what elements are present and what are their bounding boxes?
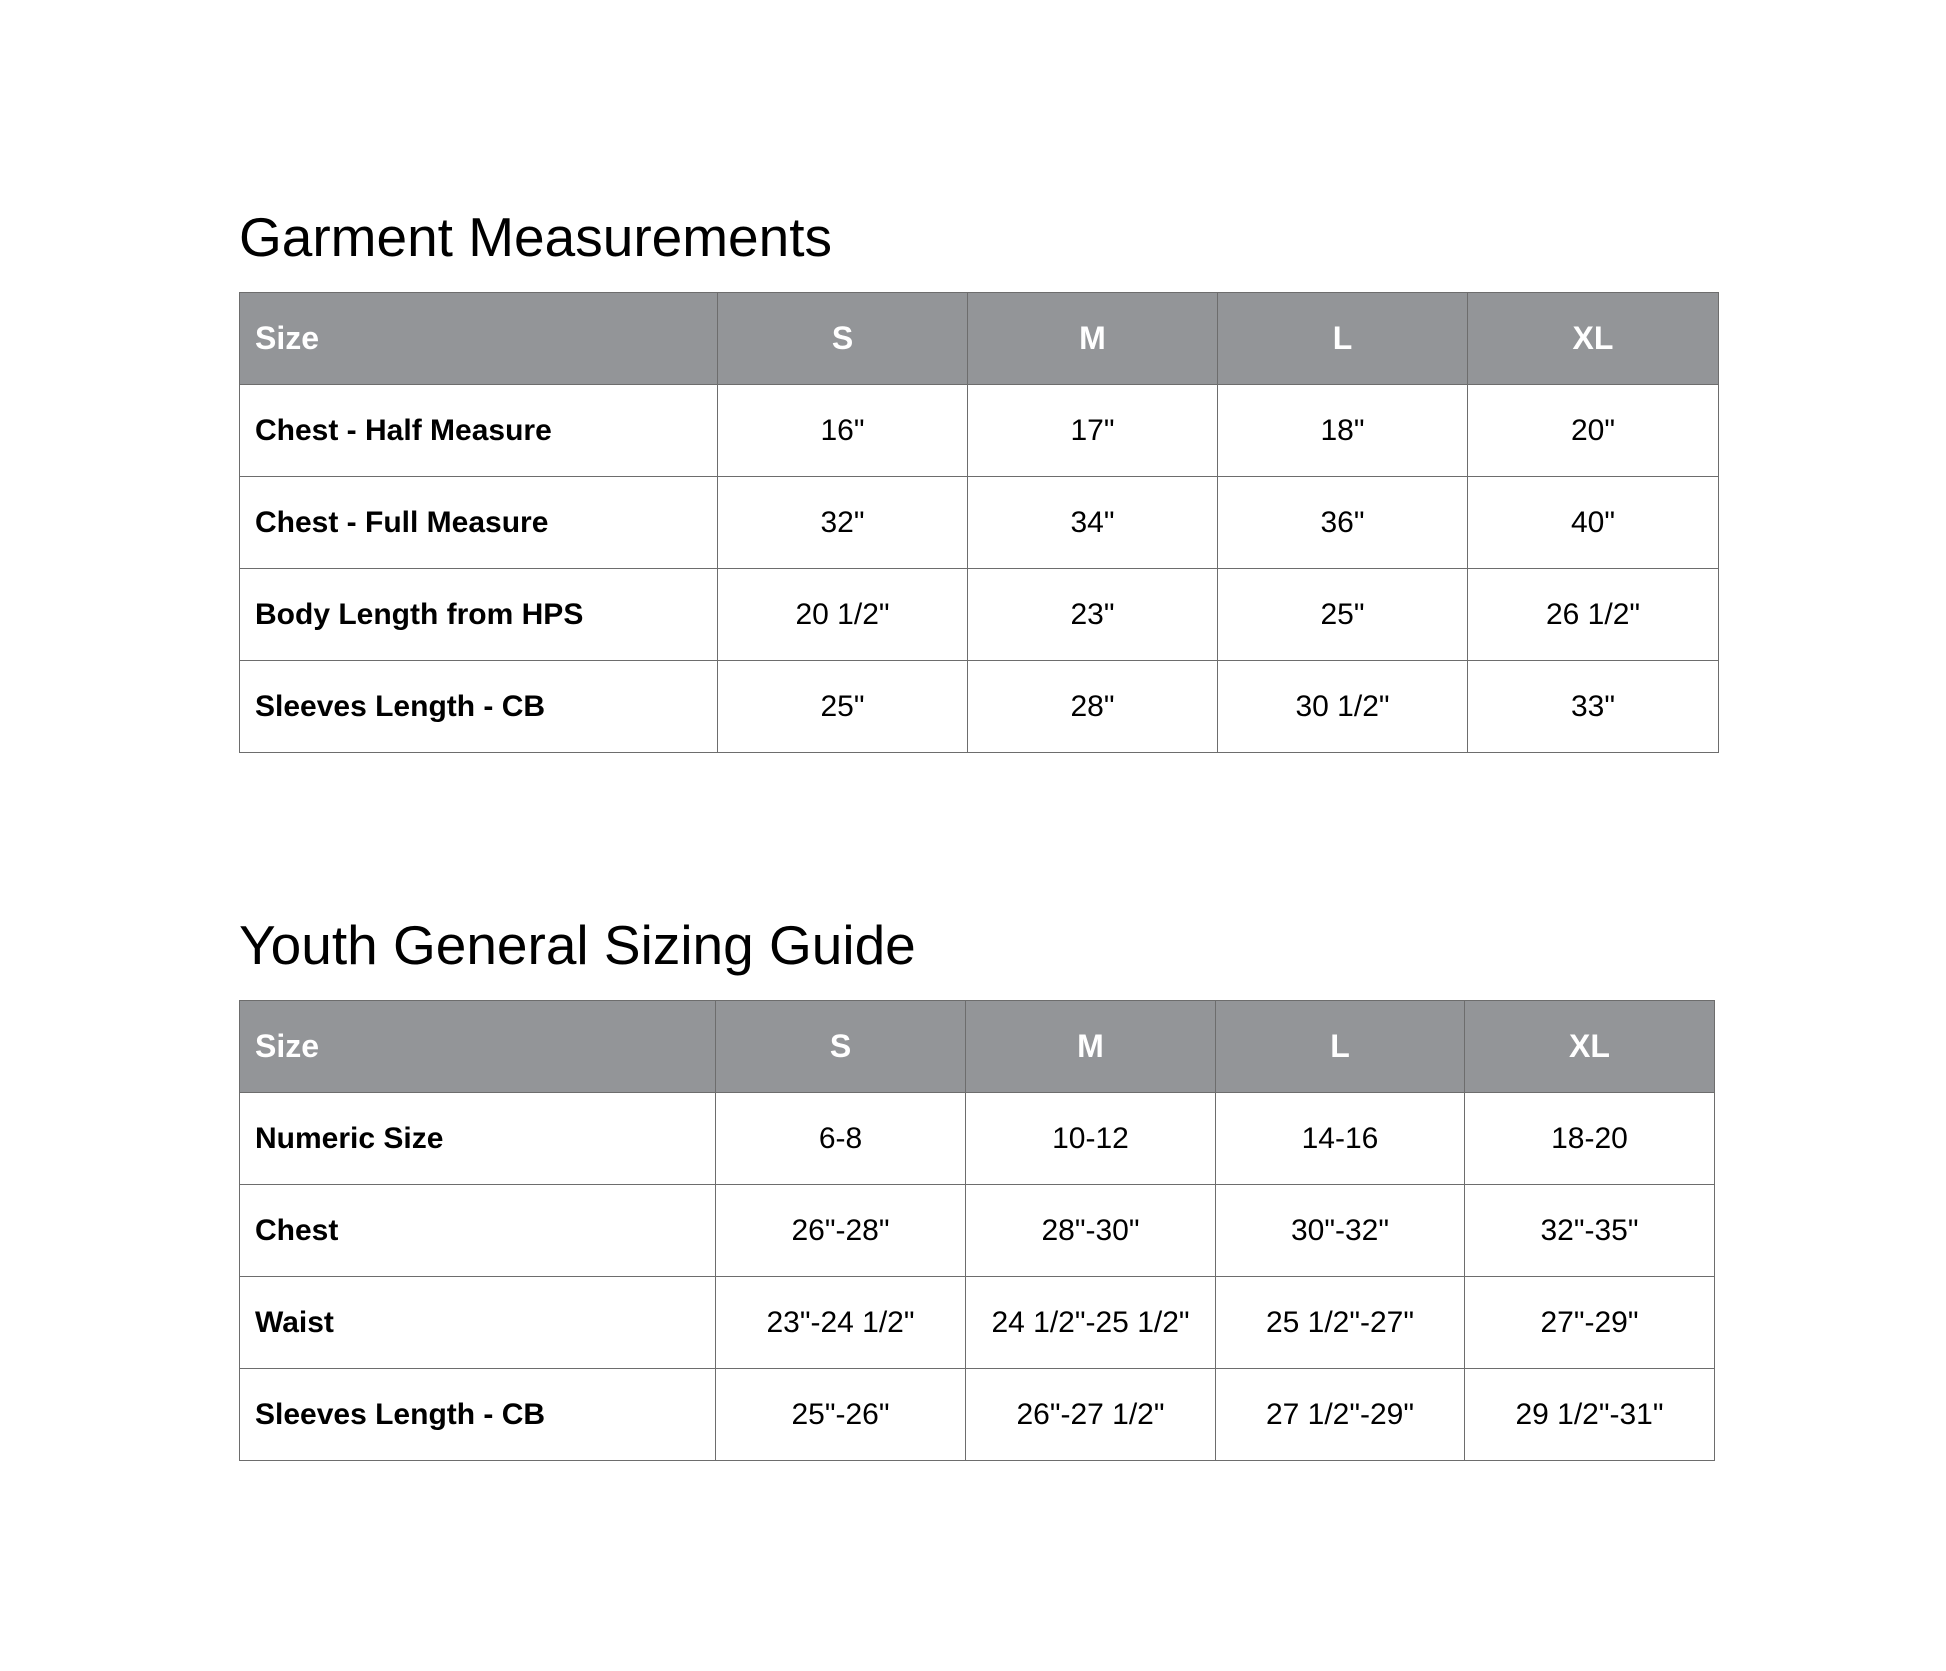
table-row	[240, 477, 1719, 569]
column-header-s: S	[718, 293, 968, 385]
table-cell: 29 1/2"-31"	[1465, 1369, 1715, 1461]
row-label: Chest - Full Measure	[240, 477, 718, 569]
table-header-row	[240, 293, 1719, 385]
table-cell: 28"	[968, 661, 1218, 753]
column-header-m: M	[966, 1001, 1216, 1093]
table-cell: 17"	[968, 385, 1218, 477]
column-header-size: Size	[240, 1001, 716, 1093]
row-label: Chest - Half Measure	[240, 385, 718, 477]
table-cell: 27 1/2"-29"	[1216, 1369, 1465, 1461]
column-header-s: S	[716, 1001, 966, 1093]
garment-measurements-table	[239, 292, 1719, 753]
table-cell: 6-8	[716, 1093, 966, 1185]
garment-measurements-section	[239, 204, 1719, 753]
table-header-row	[240, 1001, 1715, 1093]
table-cell: 25"	[718, 661, 968, 753]
table-cell: 25"	[1218, 569, 1468, 661]
row-label: Waist	[240, 1277, 716, 1369]
table-row	[240, 661, 1719, 753]
column-header-l: L	[1216, 1001, 1465, 1093]
table-cell: 20 1/2"	[718, 569, 968, 661]
table-cell: 40"	[1468, 477, 1719, 569]
table-cell: 33"	[1468, 661, 1719, 753]
table-cell: 23"-24 1/2"	[716, 1277, 966, 1369]
table-cell: 34"	[968, 477, 1218, 569]
table-cell: 30 1/2"	[1218, 661, 1468, 753]
table-cell: 28"-30"	[966, 1185, 1216, 1277]
table-cell: 14-16	[1216, 1093, 1465, 1185]
column-header-xl: XL	[1468, 293, 1719, 385]
table-cell: 26 1/2"	[1468, 569, 1719, 661]
table-cell: 20"	[1468, 385, 1719, 477]
table-cell: 26"-28"	[716, 1185, 966, 1277]
row-label: Sleeves Length - CB	[240, 661, 718, 753]
row-label: Body Length from HPS	[240, 569, 718, 661]
table-cell: 16"	[718, 385, 968, 477]
column-header-l: L	[1218, 293, 1468, 385]
table-cell: 18-20	[1465, 1093, 1715, 1185]
table-cell: 18"	[1218, 385, 1468, 477]
garment-measurements-title: Garment Measurements	[239, 206, 832, 268]
table-cell: 36"	[1218, 477, 1468, 569]
table-cell: 25"-26"	[716, 1369, 966, 1461]
table-row	[240, 1185, 1715, 1277]
youth-sizing-table	[239, 1000, 1715, 1461]
column-header-xl: XL	[1465, 1001, 1715, 1093]
table-cell: 32"-35"	[1465, 1185, 1715, 1277]
table-cell: 10-12	[966, 1093, 1216, 1185]
row-label: Sleeves Length - CB	[240, 1369, 716, 1461]
table-cell: 25 1/2"-27"	[1216, 1277, 1465, 1369]
table-row	[240, 1277, 1715, 1369]
table-cell: 30"-32"	[1216, 1185, 1465, 1277]
row-label: Numeric Size	[240, 1093, 716, 1185]
table-row	[240, 1093, 1715, 1185]
youth-sizing-section	[239, 912, 1715, 1461]
table-cell: 27"-29"	[1465, 1277, 1715, 1369]
row-label: Chest	[240, 1185, 716, 1277]
table-cell: 24 1/2"-25 1/2"	[966, 1277, 1216, 1369]
table-cell: 23"	[968, 569, 1218, 661]
youth-sizing-title: Youth General Sizing Guide	[239, 914, 916, 976]
table-cell: 32"	[718, 477, 968, 569]
table-row	[240, 569, 1719, 661]
table-row	[240, 385, 1719, 477]
table-cell: 26"-27 1/2"	[966, 1369, 1216, 1461]
column-header-size: Size	[240, 293, 718, 385]
table-row	[240, 1369, 1715, 1461]
column-header-m: M	[968, 293, 1218, 385]
